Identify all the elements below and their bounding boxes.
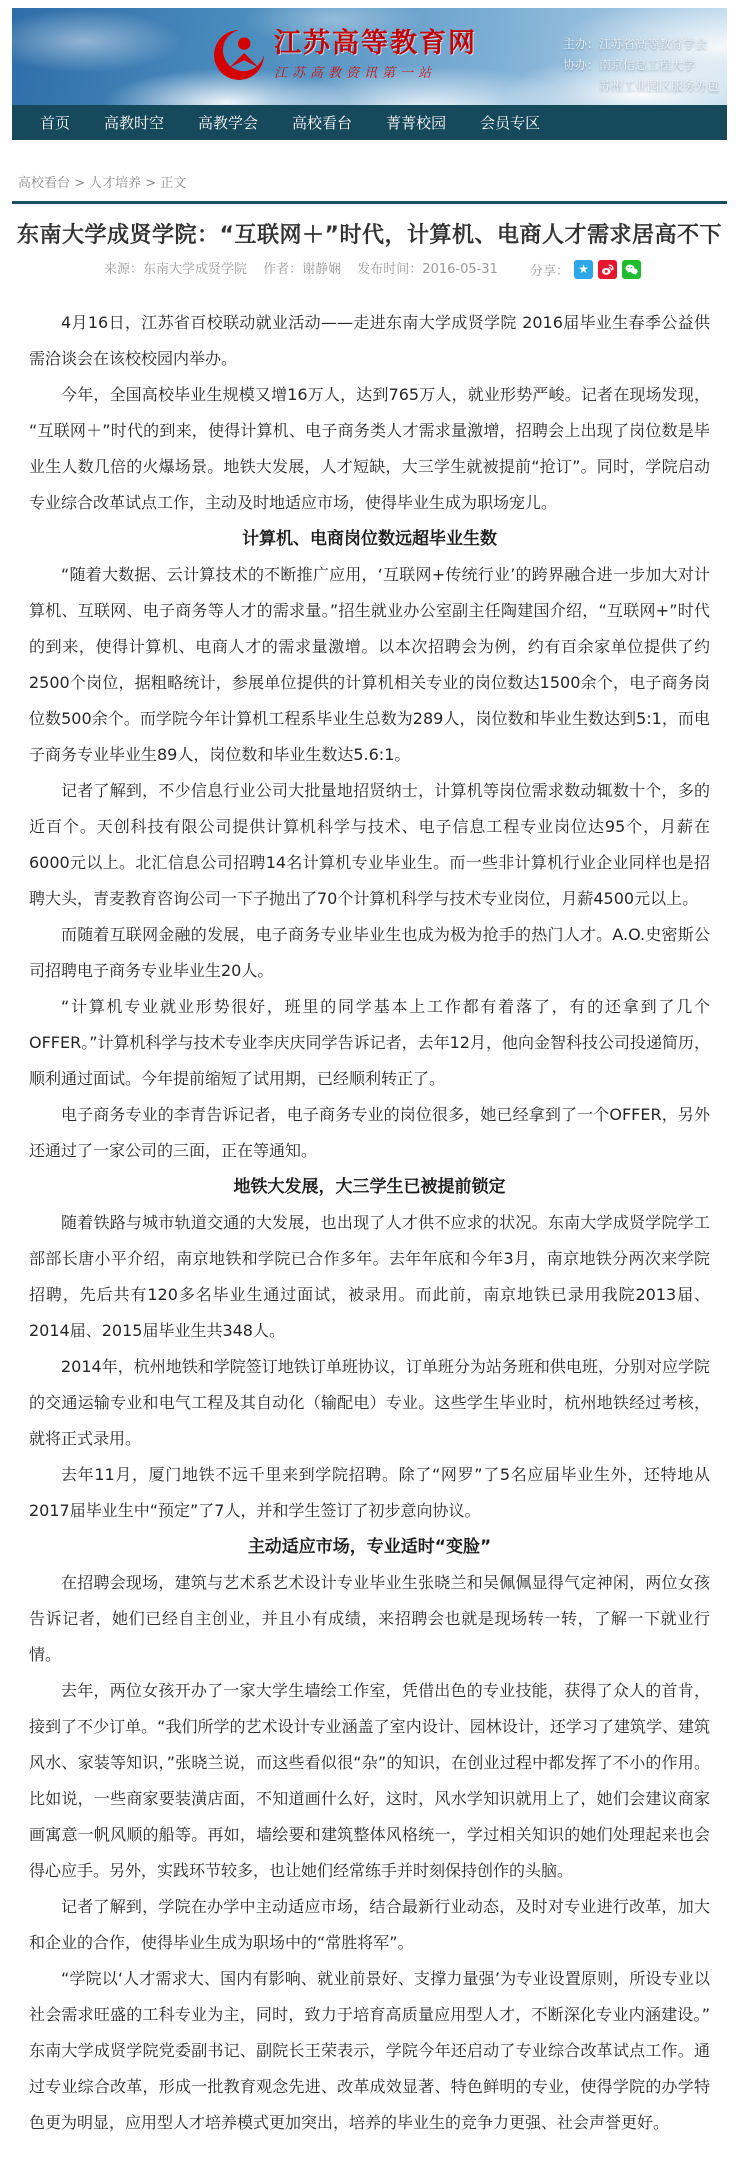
article-block: “随着大数据、云计算技术的不断推广应用，‘互联网+传统行业’的跨界融合进一步加大对计算机、互联网、电子商务等人才的需求量。”招生就业办公室副主任陶建国介绍，“互联网+”时代的到来，使得计算机、电商人才的需求量激增。以本次招聘会为例，约有百余家单位提供了约2500个岗位，据粗略统计，参展单位提供的计算机相关专业的岗位数达1500余个，电子商务岗位数500余个。而学院今年计算机工程系毕业生总数为289人，岗位数和毕业生数达到5:1，而电子商务专业毕业生89人，岗位数和毕业生数达5.6:1。 [29,565,710,764]
sponsor-line: 主办：江苏省高等教育学会 [562,37,707,51]
nav-item[interactable]: 会员专区 [480,114,541,132]
nav-item[interactable]: 首页 [40,114,71,132]
article-block: 去年，两位女孩开办了一家大学生墙绘工作室，凭借出色的专业技能，获得了众人的首肯，接到了不少订单。“我们所学的艺术设计专业涵盖了室内设计、园林设计，还学习了建筑学、建筑风水、家装等知识，”张晓兰说，而这些看似很“杂”的知识，在创业过程中都发挥了不小的作用。比如说，一些商家要装潢店面，不知道画什么好，这时，风水学知识就用上了，她们会建议商家画寓意一帆风顺的船等。再如，墙绘要和建筑整体风格统一，学过相关知识的她们处理起来也会得心应手。另外，实践环节较多，也让她们经常练手并时刻保持创作的头脑。 [29,1681,710,1880]
article-meta [12,258,727,279]
site-logo[interactable] [212,28,477,82]
article-block: 在招聘会现场，建筑与艺术系艺术设计专业毕业生张晓兰和吴佩佩显得气定神闲，两位女孩告诉记者，她们已经自主创业，并且小有成绩，来招聘会也就是现场转一转，了解一下就业行情。 [29,1573,710,1664]
article-block: “学院以‘人才需求大、国内有影响、就业前景好、支撑力量强’为专业设置原则，所设专业以社会需求旺盛的工科专业为主，同时，致力于培育高质量应用型人才，不断深化专业内涵建设。”东南大学成贤学院党委副书记、副院长王荣表示，学院今年还启动了专业综合改革试点工作。通过专业综合改革，形成一批教育观念先进、改革成效显著、特色鲜明的专业，使得学院的办学特色更为明显，应用型人才培养模式更加突出，培养的毕业生的竞争力更强、社会声誉更好。 [29,1969,710,2132]
nav-item[interactable]: 菁菁校园 [386,114,447,132]
article-block: 而随着互联网金融的发展，电子商务专业毕业生也成为极为抢手的热门人才。A.O.史密斯公司招聘电子商务专业毕业生20人。 [29,925,710,980]
article-block: 2014年，杭州地铁和学院签订地铁订单班协议，订单班分为站务班和供电班，分别对应学院的交通运输专业和电气工程及其自动化（输配电）专业。这些学生毕业时，杭州地铁经过考核，就将正式录用。 [29,1357,710,1448]
breadcrumb[interactable]: 高校看台 > 人才培养 > 正文 [18,176,187,191]
article-block: 记者了解到，学院在办学中主动适应市场，结合最新行业动态，及时对专业进行改革，加大和企业的合作，使得毕业生成为职场中的“常胜将军”。 [29,1897,710,1952]
article-block: 计算机、电商岗位数远超毕业生数 [242,529,497,549]
main-nav [12,105,727,140]
weibo-share-icon[interactable] [598,260,617,279]
sponsor-line: 协办：南京信息工程大学 [562,58,695,72]
article-block: 电子商务专业的李青告诉记者，电子商务专业的岗位很多，她已经拿到了一个OFFER，另外还通过了一家公司的三面，正在等通知。 [29,1105,710,1160]
logo-icon [212,28,266,82]
nav-item[interactable]: 高校看台 [292,114,353,132]
sponsor-lines [563,34,719,97]
article-block: 去年11月，厦门地铁不远千里来到学院招聘。除了“网罗”了5名应届毕业生外，还特地从2017届毕业生中“预定”了7人，并和学生签订了初步意向协议。 [29,1465,710,1520]
logo-title: 江苏高等教育网 [274,28,477,59]
nav-item[interactable]: 高教学会 [198,114,259,132]
article-block: “计算机专业就业形势很好，班里的同学基本上工作都有着落了，有的还拿到了几个OFFER。”计算机科学与技术专业李庆庆同学告诉记者，去年12月，他向金智科技公司投递简历，顺利通过面试。今年提前缩短了试用期，已经顺利转正了。 [29,997,710,1088]
article-block: 今年，全国高校毕业生规模又增16万人，达到765万人，就业形势严峻。记者在现场发现，“互联网＋”时代的到来，使得计算机、电子商务类人才需求量激增，招聘会上出现了岗位数是毕业生人数几倍的火爆场景。地铁大发展，人才短缺，大三学生就被提前“抢订”。同时，学院启动专业综合改革试点工作，主动及时地适应市场，使得毕业生成为职场宠儿。 [29,385,710,512]
article-block: 记者了解到，不少信息行业公司大批量地招贤纳士，计算机等岗位需求数动辄数十个，多的近百个。天创科技有限公司提供计算机科学与技术、电子信息工程专业岗位达95个，月薪在6000元以上。北汇信息公司招聘14名计算机专业毕业生。而一些非计算机行业企业同样也是招聘大头，青麦教育咨询公司一下子抛出了70个计算机科学与技术专业岗位，月薪4500元以上。 [29,781,710,908]
article-body [12,279,727,2169]
meta-time: 发布时间：2016-05-31 [357,262,498,277]
article-title: 东南大学成贤学院：“互联网＋”时代，计算机、电商人才需求居高不下 [17,223,722,248]
article-block: 主动适应市场，专业适时“变脸” [247,1537,492,1557]
share-label: 分享： [530,264,570,279]
article-block: 4月16日，江苏省百校联动就业活动——走进东南大学成贤学院 2016届毕业生春季公益供需洽谈会在该校校园内举办。 [29,313,710,368]
share-bar [530,260,641,279]
site-banner [12,8,727,105]
meta-author: 作者：谢静娴 [263,262,342,277]
nav-item[interactable]: 高教时空 [104,114,165,132]
logo-tagline: 江苏高教资讯第一站 [274,66,437,81]
article-block: 随着铁路与城市轨道交通的大发展，也出现了人才供不应求的状况。东南大学成贤学院学工部部长唐小平介绍，南京地铁和学院已合作多年。去年年底和今年3月，南京地铁分两次来学院招聘，先后共有120多名毕业生通过面试，被录用。而此前，南京地铁已录用我院2013届、2014届、2015届毕业生共348人。 [29,1213,710,1340]
page [12,8,727,2169]
meta-source: 来源：东南大学成贤学院 [103,262,247,277]
wechat-share-icon[interactable] [622,260,641,279]
qzone-share-icon[interactable]: ★ [574,260,593,279]
article-block: 地铁大发展，大三学生已被提前锁定 [233,1177,506,1197]
sponsor-line: 苏州工业园区服务外包 [562,79,719,93]
logo-text [274,29,477,81]
title-divider [12,201,727,204]
